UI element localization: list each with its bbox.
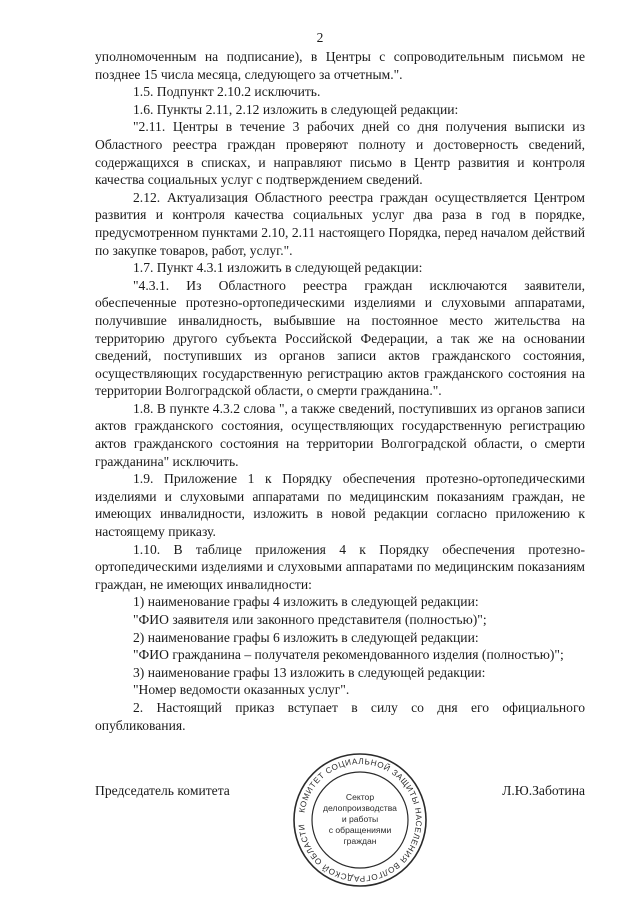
signatory-position: Председатель комитета <box>95 783 230 798</box>
stamp-inner-text <box>323 792 397 846</box>
stamp-line: делопроизводства <box>323 803 397 813</box>
paragraph-4-3-1: "4.3.1. Из Областного реестра граждан исключаются заявители, обеспеченные протезно-ортопедическими изделиями и слуховыми аппаратами, получившие инвалидность, выбывшие на постоянное место жительства на территорию другого субъекта Российской Федерации, а так же на основании сведений, поступивших из органов записи актов гражданского состояния, осуществляющих государственную регистрацию актов гражданского состояния на территории Волгоградской области, о смерти гражданина.". <box>95 277 585 399</box>
paragraph-1-8: 1.8. В пункте 4.3.2 слова ", а также сведений, поступивших из органов записи актов гражданского состояния, осуществляющих государственную регистрацию актов гражданского состояния на территории Волгоградской области, о смерти гражданина" исключить. <box>95 400 585 469</box>
stamp-outer-text: КОМИТЕТ СОЦИАЛЬНОЙ ЗАЩИТЫ НАСЕЛЕНИЯ ВОЛГОГРАДСКОЙ ОБЛАСТИ <box>297 756 424 884</box>
list-item-1: 1) наименование графы 4 изложить в следующей редакции: <box>133 594 479 610</box>
stamp-line: и работы <box>341 814 379 824</box>
paragraph-2-12: 2.12. Актуализация Областного реестра граждан осуществляется Центром развития и контроля качества социальных услуг два раза в год в порядке, предусмотренном пунктами 2.10, 2.11 настоящего Порядка, перед началом действий по закупке товаров, работ, услуг.". <box>95 189 585 258</box>
list-item-2: 2) наименование графы 6 изложить в следующей редакции: <box>133 629 479 645</box>
paragraph-1-5: 1.5. Подпункт 2.10.2 исключить. <box>133 84 321 100</box>
paragraph-1-6: 1.6. Пункты 2.11, 2.12 изложить в следующей редакции: <box>133 101 459 117</box>
paragraph-1-10: 1.10. В таблице приложения 4 к Порядку обеспечения протезно-ортопедическими изделиями и слуховыми аппаратами по медицинским показаниям граждан, не имеющих инвалидности: <box>95 541 585 592</box>
stamp-line: Сектор <box>345 792 375 802</box>
list-item-3: 3) наименование графы 13 изложить в следующей редакции: <box>133 664 486 680</box>
stamp-line: граждан <box>343 836 377 846</box>
paragraph-1-7: 1.7. Пункт 4.3.1 изложить в следующей редакции: <box>133 260 423 276</box>
list-item-3-value: "Номер ведомости оказанных услуг". <box>133 682 350 698</box>
signatory-name: Л.Ю.Заботина <box>502 783 585 798</box>
list-item-2-value: "ФИО гражданина – получателя рекомендованного изделия (полностью)"; <box>133 647 564 663</box>
page-number: 2 <box>316 30 324 45</box>
list-item-1-value: "ФИО заявителя или законного представителя (полностью)"; <box>133 612 487 627</box>
document-body <box>95 48 585 734</box>
paragraph-1-9: 1.9. Приложение 1 к Порядку обеспечения протезно-ортопедическими изделиями и слуховыми аппаратами по медицинским показаниям граждан, не имеющих инвалидности, изложить в новой редакции согласно приложению к настоящему приказу. <box>95 471 585 540</box>
paragraph-2-11: "2.11. Центры в течение 3 рабочих дней со дня получения выписки из Областного реестра граждан проверяют полноту и достоверность сведений, содержащихся в списках, и направляют письмо в Центр развития и контроля качества социальных услуг с подтверждением сведений. <box>95 119 585 188</box>
official-stamp <box>292 752 428 888</box>
paragraph-2-effective: 2. Настоящий приказ вступает в силу со дня его официального опубликования. <box>95 699 585 733</box>
paragraph-continuation: уполномоченным на подписание), в Центры с сопроводительным письмом не позднее 15 числа месяца, следующего за отчетным.". <box>95 49 585 82</box>
stamp-line: с обращениями <box>328 825 392 835</box>
